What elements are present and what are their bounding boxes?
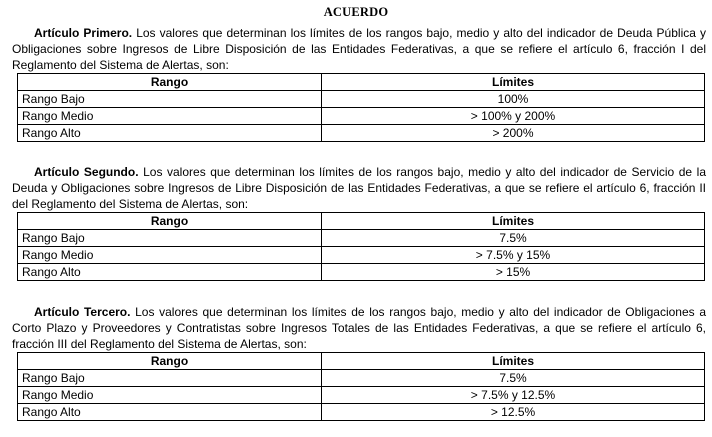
article-2-table — [17, 212, 705, 281]
cell-limite: > 100% y 200% — [322, 108, 705, 125]
article-3-table — [17, 352, 705, 421]
document-title: ACUERDO — [323, 5, 389, 19]
header-limites: Límites — [322, 213, 705, 230]
article-1-lead: Artículo Primero. — [34, 26, 133, 40]
cell-rango: Rango Bajo — [18, 370, 322, 387]
cell-limite: 100% — [322, 91, 705, 108]
cell-limite: 7.5% — [322, 230, 705, 247]
article-1-text: Los valores que determinan los límites de los rangos bajo, medio y alto del indicador de Deuda Pública y Obligaciones sobre Ingresos de Libre Disposición de las Entidades Federativas, a que se refiere el artículo 6, fracción I del Reglamento del Sistema de Alertas, son: — [12, 26, 706, 72]
table-header-row — [18, 353, 705, 370]
table-row — [18, 370, 705, 387]
table-row — [18, 387, 705, 404]
cell-rango: Rango Medio — [18, 247, 322, 264]
cell-rango: Rango Medio — [18, 387, 322, 404]
article-2-paragraph — [12, 164, 706, 212]
cell-rango: Rango Bajo — [18, 230, 322, 247]
cell-rango: Rango Alto — [18, 125, 322, 142]
header-rango: Rango — [18, 213, 322, 230]
table-row — [18, 108, 705, 125]
header-limites: Límites — [322, 74, 705, 91]
table-header-row — [18, 74, 705, 91]
cell-limite: > 7.5% y 12.5% — [322, 387, 705, 404]
article-1-paragraph — [12, 25, 706, 73]
cell-limite: > 15% — [322, 264, 705, 281]
header-rango: Rango — [18, 74, 322, 91]
table-header-row — [18, 213, 705, 230]
cell-rango: Rango Bajo — [18, 91, 322, 108]
cell-limite: > 200% — [322, 125, 705, 142]
table-row — [18, 247, 705, 264]
table-row — [18, 264, 705, 281]
article-2-lead: Artículo Segundo. — [34, 165, 139, 179]
article-2-text: Los valores que determinan los límites de los rangos bajo, medio y alto del indicador de Servicio de la Deuda y Obligaciones sobre Ingresos de Libre Disposición de las Entidades Federativas, a que se refiere el artículo 6, fracción II del Reglamento del Sistema de Alertas, son: — [12, 165, 706, 211]
table-row — [18, 125, 705, 142]
table-row — [18, 91, 705, 108]
article-1-table — [17, 73, 705, 142]
article-3-paragraph — [12, 304, 706, 352]
cell-rango: Rango Alto — [18, 264, 322, 281]
cell-limite: > 7.5% y 15% — [322, 247, 705, 264]
cell-limite: 7.5% — [322, 370, 705, 387]
article-3-lead: Artículo Tercero. — [34, 305, 131, 319]
header-limites: Límites — [322, 353, 705, 370]
cell-rango: Rango Medio — [18, 108, 322, 125]
header-rango: Rango — [18, 353, 322, 370]
table-row — [18, 404, 705, 421]
cell-limite: > 12.5% — [322, 404, 705, 421]
cell-rango: Rango Alto — [18, 404, 322, 421]
article-3-text: Los valores que determinan los límites de los rangos bajo, medio y alto del indicador de Obligaciones a Corto Plazo y Proveedores y Contratistas sobre Ingresos Totales de las Entidades Federativas, a que se refiere el artículo 6, fracción III del Reglamento del Sistema de Alertas, son: — [12, 305, 706, 351]
table-row — [18, 230, 705, 247]
